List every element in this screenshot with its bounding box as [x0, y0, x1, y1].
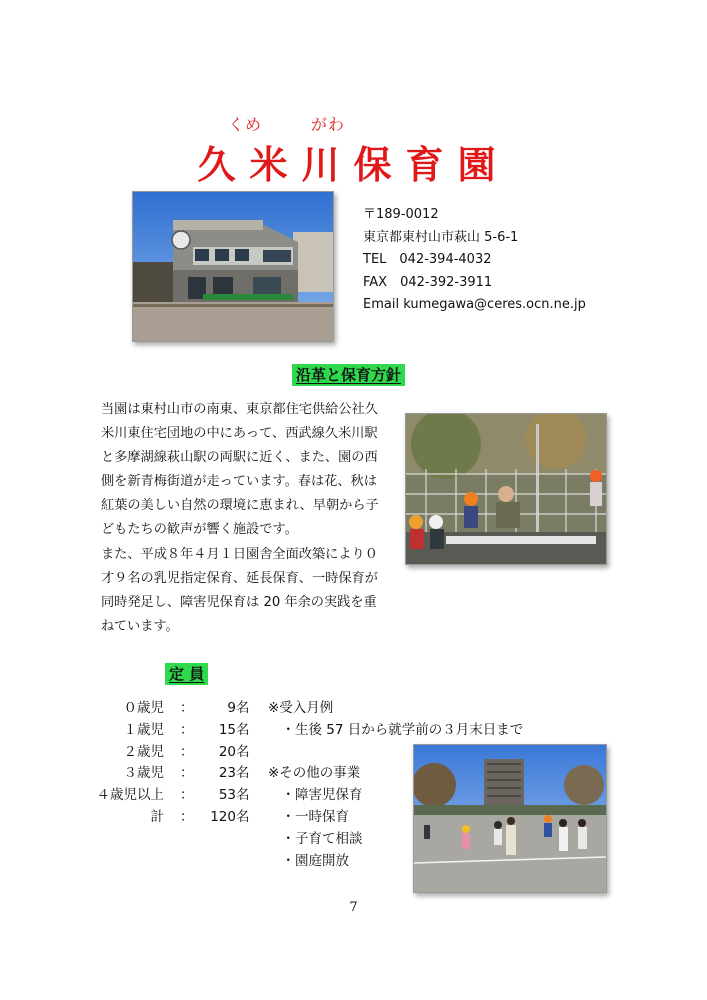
age-label: １歳児: [123, 721, 164, 738]
note-line: ※受入月例: [268, 700, 334, 716]
history-line: 側を新青梅街道が走っています。春は花、秋は: [101, 474, 377, 490]
age-label: ３歳児: [123, 765, 164, 782]
history-line: と多摩湖線萩山駅の両駅に近く、また、園の西: [101, 450, 378, 466]
postal-code: 〒189-0012: [363, 207, 439, 222]
email: Email kumegawa@ceres.ocn.ne.jp: [363, 297, 586, 312]
history-text: [101, 398, 393, 639]
page-number: 7: [349, 900, 358, 915]
unit: 名: [236, 808, 250, 825]
capacity-heading-wrap: [165, 664, 208, 684]
total-count: 120: [210, 808, 236, 825]
schoolyard-photo: [413, 744, 607, 893]
unit: 名: [236, 700, 250, 716]
note-line: ・生後 57 日から就学前の３月末日まで: [268, 721, 524, 738]
unit: 名: [236, 787, 250, 804]
history-line: また、平成８年４月１日園舎全面改築により０: [101, 546, 378, 562]
history-line: ねています。: [101, 618, 179, 634]
note-line: ・園庭開放: [268, 852, 349, 869]
colon: ：: [180, 765, 194, 782]
history-line: 才９名の乳児指定保育、延長保育、一時保育が: [101, 570, 378, 586]
colon: ：: [180, 787, 194, 804]
history-line: 米川東住宅団地の中にあって、西武線久米川駅: [101, 426, 378, 442]
note-line: ・子育て相談: [268, 830, 363, 847]
count: 53: [218, 787, 236, 804]
building-photo: [132, 191, 334, 342]
unit: 名: [236, 765, 250, 782]
unit: 名: [236, 721, 250, 738]
colon: ：: [180, 743, 194, 760]
ruby-gawa: がわ: [311, 115, 346, 134]
count: 20: [218, 743, 236, 760]
count: 9: [227, 700, 236, 716]
playground-photo: [405, 413, 607, 565]
colon: ：: [180, 808, 194, 825]
ruby-kume: くめ: [228, 115, 263, 134]
note-line: ※その他の事業: [268, 765, 361, 782]
age-label: ０歳児: [123, 700, 164, 716]
address: 東京都東村山市萩山 5-6-1: [363, 229, 519, 245]
history-line: 紅葉の美しい自然の環境に恵まれ、早朝から子: [101, 498, 379, 514]
contact-info: [363, 204, 693, 317]
total-label: 計: [150, 808, 164, 825]
history-heading-wrap: [292, 365, 405, 385]
count: 23: [218, 765, 236, 782]
colon: ：: [180, 721, 194, 738]
unit: 名: [236, 743, 250, 760]
history-heading: 沿革と保育方針: [292, 364, 405, 386]
note-line: ・一時保育: [268, 808, 349, 825]
history-line: どもたちの歓声が響く施設です。: [101, 522, 298, 538]
colon: ：: [180, 700, 194, 716]
note-line: ・障害児保育: [268, 787, 363, 804]
tel: TEL 042-394-4032: [363, 252, 492, 267]
history-line: 同時発足し、障害児保育は 20 年余の実践を重: [101, 594, 377, 610]
page-title: 久米川保育園: [197, 143, 510, 187]
title-ruby: [0, 112, 707, 132]
age-label: ４歳児以上: [96, 787, 164, 804]
count: 15: [218, 721, 236, 738]
age-label: ２歳児: [123, 743, 164, 760]
title-block: [0, 112, 707, 187]
capacity-heading: 定 員: [165, 663, 208, 685]
fax: FAX 042-392-3911: [363, 274, 493, 290]
history-line: 当園は東村山市の南東、東京都住宅供給公社久: [101, 402, 378, 417]
